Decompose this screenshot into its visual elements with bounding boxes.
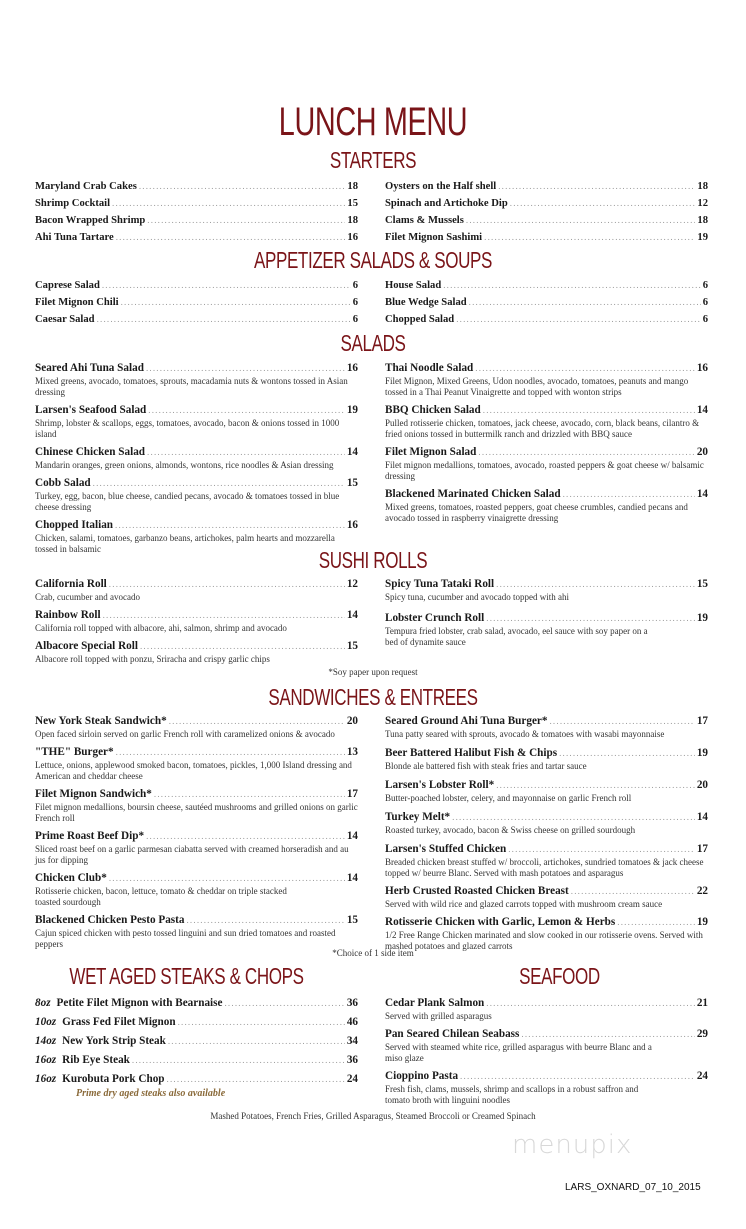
item-price: 21 (696, 997, 708, 1009)
item-name: Larsen's Seafood Salad (35, 404, 147, 416)
item-name: Larsen's Stuffed Chicken (385, 843, 507, 855)
menu-item (35, 996, 358, 1011)
menu-item (35, 361, 358, 398)
item-description: Fresh fish, clams, mussels, shrimp and scallops in a robust saffron and tomato broth with linguini noodles (385, 1084, 639, 1105)
item-name: Thai Noodle Salad (385, 362, 474, 374)
item-price: 17 (346, 788, 358, 800)
item-name: Blackened Chicken Pesto Pasta (35, 914, 185, 926)
menu-item (35, 1053, 358, 1068)
item-price: 6 (352, 280, 358, 291)
item-description: Spicy tuna, cucumber and avocado topped with ahi (385, 592, 569, 602)
item-price: 15 (696, 578, 708, 590)
sandwiches-left-column (35, 714, 358, 955)
item-size: 14oz (35, 1035, 57, 1047)
item-name: Petite Filet Mignon with Bearnaise (56, 997, 223, 1009)
item-name: Caprese Salad (35, 280, 100, 291)
item-description: Turkey, egg, bacon, blue cheese, candied pecans, avocado & tomatoes tossed in blue cheese dressing (35, 491, 340, 512)
item-price: 36 (346, 1054, 358, 1066)
item-price: 14 (346, 609, 358, 621)
item-name: Chicken Club* (35, 872, 107, 884)
item-name: Chinese Chicken Salad (35, 446, 146, 458)
item-description: Butter-poached lobster, celery, and mayonnaise on garlic French roll (385, 793, 632, 803)
menu-item (385, 1069, 708, 1106)
item-price: 15 (346, 914, 358, 926)
leader-dots (169, 714, 345, 729)
menu-item (385, 996, 708, 1022)
leader-dots (617, 915, 695, 930)
menu-item (385, 810, 708, 836)
item-price: 14 (696, 488, 708, 500)
item-description: Mandarin oranges, green onions, almonds, wontons, rice noodles & Asian dressing (35, 460, 334, 470)
leader-dots (563, 487, 695, 502)
item-description: Blonde ale battered fish with steak fries and tartar sauce (385, 761, 587, 771)
item-price: 6 (352, 297, 358, 308)
item-name: Prime Roast Beef Dip* (35, 830, 145, 842)
item-name: Larsen's Lobster Roll* (385, 779, 495, 791)
item-price: 16 (346, 362, 358, 374)
menu-item (35, 787, 358, 824)
item-description: Cajun spiced chicken with pesto tossed linguini and sun dried tomatoes and roasted peppers (35, 928, 336, 949)
section-title-seafood: SEAFOOD (519, 963, 600, 989)
sandwiches-note: *Choice of 1 side item (332, 948, 414, 958)
menu-item (35, 445, 358, 471)
item-name: Grass Fed Filet Mignon (62, 1016, 176, 1028)
leader-dots (103, 608, 345, 623)
item-description: Served with steamed white rice, grilled asparagus with beurre Blanc and a miso glaze (385, 1042, 652, 1063)
item-price: 29 (696, 1028, 708, 1040)
item-name: Filet Mignon Chili (35, 297, 119, 308)
item-price: 24 (346, 1073, 358, 1085)
leader-dots (178, 1015, 345, 1030)
section-title-steaks: WET AGED STEAKS & CHOPS (69, 963, 304, 989)
sides-note: Mashed Potatoes, French Fries, Grilled Asparagus, Steamed Broccoli or Creamed Spinach (210, 1111, 536, 1121)
item-description: Served with grilled asparagus (385, 1011, 492, 1021)
menu-item (35, 212, 358, 229)
menu-item (385, 611, 708, 648)
menu-item (35, 229, 358, 246)
section-title-sandwiches: SANDWICHES & ENTREES (268, 684, 478, 710)
item-price: 36 (346, 997, 358, 1009)
menu-item (35, 403, 358, 440)
menu-item (385, 311, 708, 328)
menu-item (385, 884, 708, 910)
item-price: 34 (346, 1035, 358, 1047)
item-price: 14 (346, 830, 358, 842)
item-name: Filet Mignon Sashimi (385, 232, 483, 243)
leader-dots (496, 778, 695, 793)
item-name: "THE" Burger* (35, 746, 114, 758)
item-price: 6 (702, 314, 708, 325)
menu-item (35, 1072, 358, 1087)
leader-dots (121, 294, 351, 310)
seafood-column (385, 996, 708, 1111)
menu-item (35, 829, 358, 866)
menu-item (35, 294, 358, 311)
menu-item (385, 212, 708, 229)
item-price: 13 (346, 746, 358, 758)
leader-dots (109, 577, 345, 592)
item-price: 22 (696, 885, 708, 897)
item-price: 14 (696, 811, 708, 823)
item-size: 10oz (35, 1016, 57, 1028)
item-price: 14 (346, 446, 358, 458)
menu-title: LUNCH MENU (278, 100, 468, 144)
item-name: Chopped Salad (385, 314, 455, 325)
leader-dots (147, 212, 345, 228)
item-description: Filet mignon medallions, boursin cheese, sautéed mushrooms and grilled onions on garlic French roll (35, 802, 358, 823)
sushi-right-column (385, 577, 708, 653)
menu-item (385, 915, 708, 952)
leader-dots (146, 361, 345, 376)
item-price: 17 (696, 843, 708, 855)
item-name: New York Strip Steak (62, 1035, 166, 1047)
item-name: Blackened Marinated Chicken Salad (385, 488, 561, 500)
item-price: 46 (346, 1016, 358, 1028)
leader-dots (460, 1069, 695, 1084)
leader-dots (109, 871, 345, 886)
item-name: Cedar Plank Salmon (385, 997, 485, 1009)
leader-dots (443, 277, 700, 293)
item-price: 18 (697, 181, 708, 192)
steaks-column (35, 996, 358, 1091)
item-price: 17 (696, 715, 708, 727)
menu-item (385, 195, 708, 212)
menu-item (35, 639, 358, 665)
menu-item (385, 778, 708, 804)
menu-item (385, 229, 708, 246)
item-name: New York Steak Sandwich* (35, 715, 167, 727)
item-price: 12 (697, 198, 708, 209)
menu-item (35, 277, 358, 294)
leader-dots (224, 996, 344, 1011)
item-name: Seared Ground Ahi Tuna Burger* (385, 715, 548, 727)
leader-dots (102, 277, 351, 293)
item-price: 15 (346, 640, 358, 652)
leader-dots (112, 195, 345, 211)
leader-dots (93, 476, 345, 491)
menupix-watermark: menupix (512, 1130, 633, 1160)
item-name: Kurobuta Pork Chop (62, 1073, 165, 1085)
leader-dots (521, 1027, 694, 1042)
leader-dots (549, 714, 694, 729)
leader-dots (559, 746, 695, 761)
menu-item (385, 746, 708, 772)
menu-item (35, 195, 358, 212)
item-price: 6 (702, 297, 708, 308)
steaks-note: Prime dry aged steaks also available (76, 1088, 226, 1099)
item-price: 6 (352, 314, 358, 325)
leader-dots (140, 639, 345, 654)
leader-dots (456, 311, 701, 327)
item-name: Rotisserie Chicken with Garlic, Lemon & Herbs (385, 916, 616, 928)
menu-item (385, 1027, 708, 1064)
item-description: Shrimp, lobster & scallops, eggs, tomatoes, avocado, bacon & onions tossed in 1000 island (35, 418, 340, 439)
leader-dots (139, 178, 346, 194)
item-name: Beer Battered Halibut Fish & Chips (385, 747, 558, 759)
leader-dots (496, 577, 695, 592)
item-description: Roasted turkey, avocado, bacon & Swiss cheese on grilled sourdough (385, 825, 636, 835)
item-name: Oysters on the Half shell (385, 181, 497, 192)
item-description: Albacore roll topped with ponzu, Sriracha and crispy garlic chips (35, 654, 270, 664)
leader-dots (484, 229, 695, 245)
leader-dots (498, 178, 695, 194)
leader-dots (168, 1034, 345, 1049)
item-name: Bacon Wrapped Shrimp (35, 215, 146, 226)
leader-dots (483, 403, 695, 418)
leader-dots (469, 294, 701, 310)
item-name: Clams & Mussels (385, 215, 464, 226)
menu-item (35, 1034, 358, 1049)
sandwiches-right-column (385, 714, 708, 957)
item-name: Chopped Italian (35, 519, 114, 531)
starters-right-column (385, 178, 708, 246)
item-price: 20 (346, 715, 358, 727)
item-name: Spicy Tuna Tataki Roll (385, 578, 495, 590)
menu-item (35, 714, 358, 740)
item-description: Served with wild rice and glazed carrots topped with mushroom cream sauce (385, 899, 663, 909)
item-name: Ahi Tuna Tartare (35, 232, 114, 243)
item-price: 15 (347, 198, 358, 209)
menu-item (35, 913, 358, 950)
item-price: 19 (697, 232, 708, 243)
leader-dots (508, 842, 695, 857)
item-name: California Roll (35, 578, 107, 590)
item-name: Albacore Special Roll (35, 640, 138, 652)
item-name: Seared Ahi Tuna Salad (35, 362, 144, 374)
section-title-salads: SALADS (340, 330, 406, 356)
item-price: 16 (346, 519, 358, 531)
salads-right-column (385, 361, 708, 529)
leader-dots (132, 1053, 345, 1068)
item-price: 16 (347, 232, 358, 243)
section-title-sushi: SUSHI ROLLS (318, 547, 428, 573)
item-name: Blue Wedge Salad (385, 297, 467, 308)
menu-item (35, 311, 358, 328)
item-description: Filet mignon medallions, tomatoes, avocado, roasted peppers & goat cheese w/ balsamic dressing (385, 460, 704, 481)
menu-item (385, 487, 708, 524)
item-name: Cioppino Pasta (385, 1070, 459, 1082)
leader-dots (154, 787, 345, 802)
menu-item (385, 361, 708, 398)
leader-dots (486, 996, 695, 1011)
item-description: Lettuce, onions, applewood smoked bacon, tomatoes, pickles, 1,000 Island dressing and American and cheddar cheese (35, 760, 352, 781)
section-title-starters: STARTERS (329, 147, 417, 173)
leader-dots (167, 1072, 345, 1087)
leader-dots (146, 829, 345, 844)
menu-item (35, 608, 358, 634)
item-description: Open faced sirloin served on garlic French roll with caramelized onions & avocado (35, 729, 335, 739)
item-price: 14 (346, 872, 358, 884)
leader-dots (186, 913, 344, 928)
item-description: Tuna patty seared with sprouts, avocado & tomatoes with wasabi mayonnaise (385, 729, 665, 739)
menu-item (385, 714, 708, 740)
item-price: 19 (696, 916, 708, 928)
item-description: Mixed greens, tomatoes, roasted peppers, goat cheese crumbles, candied pecans and avocado tossed in raspberry vinaigrette dressing (385, 502, 688, 523)
starters-left-column (35, 178, 358, 246)
item-name: BBQ Chicken Salad (385, 404, 481, 416)
item-description: Tempura fried lobster, crab salad, avocado, eel sauce with soy paper on a bed of dynamite sauce (385, 626, 648, 647)
appetizer-right-column (385, 277, 708, 328)
item-description: California roll topped with albacore, ahi, salmon, shrimp and avocado (35, 623, 287, 633)
item-name: Caesar Salad (35, 314, 95, 325)
leader-dots (466, 212, 696, 228)
leader-dots (116, 745, 345, 760)
item-name: Spinach and Artichoke Dip (385, 198, 508, 209)
item-name: Pan Seared Chilean Seabass (385, 1028, 520, 1040)
menu-item (385, 842, 708, 879)
menu-item (385, 294, 708, 311)
item-price: 12 (346, 578, 358, 590)
leader-dots (571, 884, 695, 899)
leader-dots (475, 361, 695, 376)
menu-item (385, 445, 708, 482)
item-description: 1/2 Free Range Chicken marinated and slow cooked in our rotisserie ovens. Served with mashed potatoes and glazed carrots (385, 930, 703, 951)
leader-dots (97, 311, 351, 327)
item-size: 16oz (35, 1054, 57, 1066)
item-price: 19 (696, 612, 708, 624)
item-size: 8oz (35, 997, 51, 1009)
item-price: 6 (702, 280, 708, 291)
item-name: Rib Eye Steak (62, 1054, 130, 1066)
menu-item (35, 1015, 358, 1030)
item-name: Lobster Crunch Roll (385, 612, 485, 624)
item-name: Turkey Melt* (385, 811, 451, 823)
item-description: Chicken, salami, tomatoes, garbanzo beans, artichokes, palm hearts and mozzarella tossed in balsamic (35, 533, 335, 554)
menu-item (35, 178, 358, 195)
item-price: 15 (346, 477, 358, 489)
item-name: Filet Mignon Salad (385, 446, 477, 458)
item-name: Cobb Salad (35, 477, 91, 489)
item-price: 20 (696, 779, 708, 791)
appetizer-left-column (35, 277, 358, 328)
item-price: 14 (696, 404, 708, 416)
menu-item (385, 178, 708, 195)
item-price: 18 (347, 181, 358, 192)
salads-left-column (35, 361, 358, 560)
menu-item (35, 871, 358, 908)
item-description: Crab, cucumber and avocado (35, 592, 140, 602)
item-price: 19 (696, 747, 708, 759)
menu-item (385, 277, 708, 294)
leader-dots (148, 403, 345, 418)
leader-dots (116, 229, 346, 245)
item-description: Pulled rotisserie chicken, tomatoes, jack cheese, avocado, corn, black beans, cilantro & fried onions tossed in buttermilk ranch and drizzled with BBQ sauce (385, 418, 700, 439)
section-title-appetizer-salads: APPETIZER SALADS & SOUPS (253, 247, 492, 273)
leader-dots (115, 518, 345, 533)
file-stamp: LARS_OXNARD_07_10_2015 (565, 1182, 701, 1193)
sushi-left-column (35, 577, 358, 670)
leader-dots (452, 810, 695, 825)
item-description: Breaded chicken breast stuffed w/ broccoli, artichokes, sundried tomatoes & jack cheese topped w/ beurre Blanc. Served with mash potatoes and asparagus (385, 857, 704, 878)
item-description: Filet Mignon, Mixed Greens, Udon noodles, avocado, tomatoes, peanuts and mango tossed in a Thai Peanut Vinaigrette and topped with wonton strips (385, 376, 689, 397)
item-name: Herb Crusted Roasted Chicken Breast (385, 885, 569, 897)
item-name: Filet Mignon Sandwich* (35, 788, 152, 800)
menu-item (35, 577, 358, 603)
sushi-note: *Soy paper upon request (328, 667, 418, 677)
item-price: 19 (346, 404, 358, 416)
menu-item (35, 476, 358, 513)
leader-dots (478, 445, 694, 460)
item-price: 16 (696, 362, 708, 374)
leader-dots (510, 195, 696, 211)
item-size: 16oz (35, 1073, 57, 1085)
item-price: 18 (697, 215, 708, 226)
item-name: Shrimp Cocktail (35, 198, 111, 209)
leader-dots (147, 445, 345, 460)
item-price: 20 (696, 446, 708, 458)
item-name: Maryland Crab Cakes (35, 181, 137, 192)
menu-item (385, 577, 708, 603)
item-price: 24 (696, 1070, 708, 1082)
item-name: Rainbow Roll (35, 609, 101, 621)
menu-item (385, 403, 708, 440)
item-description: Sliced roast beef on a garlic parmesan ciabatta served with creamed horseradish and au jus for dipping (35, 844, 349, 865)
item-description: Mixed greens, avocado, tomatoes, sprouts, macadamia nuts & wontons tossed in Asian dressing (35, 376, 348, 397)
item-name: House Salad (385, 280, 442, 291)
item-description: Rotisserie chicken, bacon, lettuce, tomato & cheddar on triple stacked toasted sourdough (35, 886, 287, 907)
menu-item (35, 745, 358, 782)
item-price: 18 (347, 215, 358, 226)
leader-dots (486, 611, 695, 626)
